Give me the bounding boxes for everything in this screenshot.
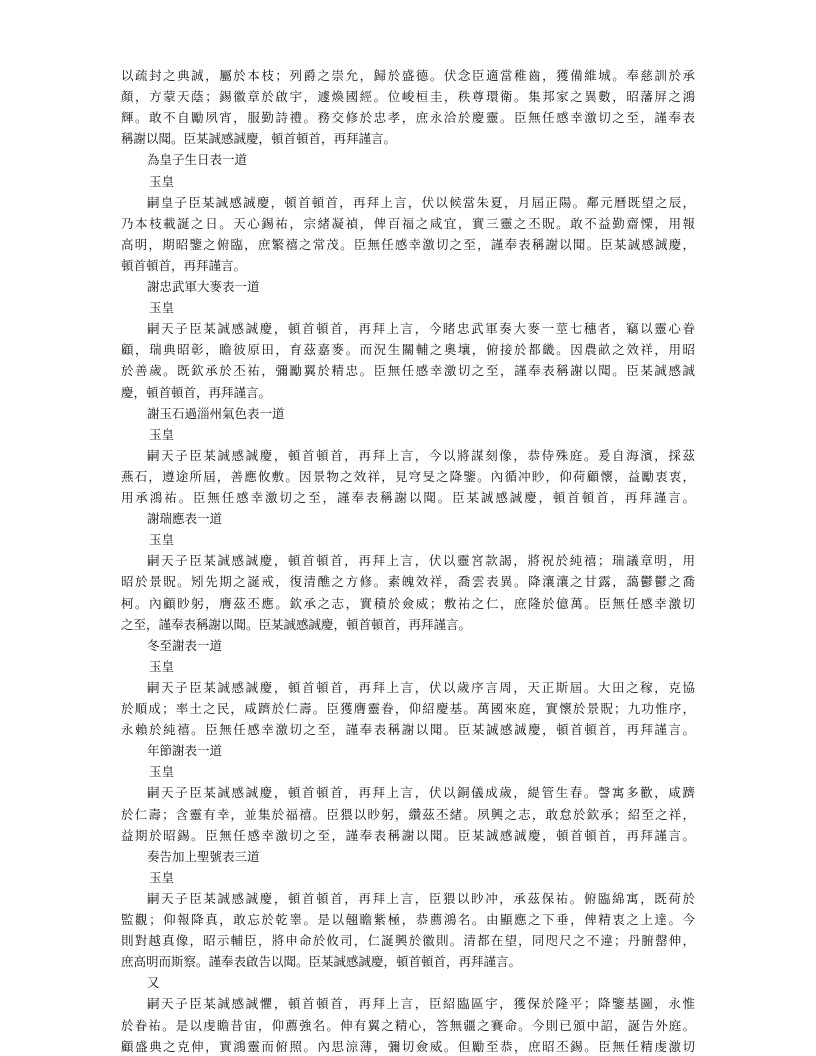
text-line: 益期於昭錫。臣無任感幸激切之至，謹奉表稱謝以聞。臣某誠感誠慶，頓首頓首，再拜謹言。: [121, 827, 695, 843]
text-line: 監觀；仰報降真，敢忘於乾睾。是以翹瞻紫極，恭薦鴻名。由顯應之下垂，俾精衷之上達。今: [121, 912, 695, 927]
section-heading: 為皇子生日表一道: [147, 152, 248, 168]
text-line: 嗣天子臣某誠感誠慶，頓首頓首，再拜上言，臣猥以眇冲，承茲保祐。俯臨綿寓，既荷於: [147, 890, 695, 906]
text-line: 柯。內顧眇躬，膺茲丕應。欽承之志，實積於僉威；敷祐之仁，庶隆於億萬。臣無任感幸激切: [121, 595, 695, 611]
text-line: 於善歲。既欽承於丕祐，彌勵翼於精忠。臣無任感幸激切之至，謹奉表稱謝以聞。臣某誠感誠: [121, 363, 695, 379]
section-heading: 又: [147, 975, 160, 991]
text-line: 顧，瑞典昭彰，瞻彼原田，育茲嘉麥。而況生關輔之奧壤，俯接於都畿。因農畝之效祥，用昭: [121, 342, 695, 358]
section-heading: 謝玉石過淄州氣色表一道: [147, 405, 285, 421]
section-heading: 年節謝表一道: [147, 743, 223, 759]
addressee-line: 玉皇: [149, 300, 175, 316]
text-line: 嗣天子臣某誠感誠慶，頓首頓首，再拜上言，伏以銅儀成歲，緹管生春。謦寓多歡，咸躋: [147, 785, 695, 801]
section-heading: 謝瑞應表一道: [147, 511, 223, 527]
text-line: 於眷祐。是以虔瞻昔宙，仰薦強名。伸有翼之精心，答無疆之賽命。今則已頒中詔，誕告外庭。: [121, 1017, 695, 1033]
text-line: 用承鴻祐。臣無任感幸激切之至，謹奉表稱謝以聞。臣某誠感誠慶，頓首頓首，再拜謹言。: [121, 490, 695, 505]
text-line: 輝。敢不自勵夙宵，服勤詩禮。務交修於忠孝，庶永洽於慶靈。臣無任感幸激切之至，謹奉表: [121, 110, 695, 126]
addressee-line: 玉皇: [149, 658, 175, 674]
text-line: 嗣天子臣某誠感誠懼，頓首頓首，再拜上言，臣紹臨區宇，獲保於隆平；降鑒基圖，永惟: [147, 996, 695, 1012]
text-line: 乃本枝載誕之日。天心錫祐，宗緒凝禎，俾百福之咸宜，實三靈之丕貺。敢不益勤齋慄，用報: [121, 215, 695, 231]
text-line: 顏，方蒙天蔭；錫徽章於啟宇，遽煥國經。位峻桓圭，秩尊環衛。集邦家之異數，昭藩屏之鴻: [121, 89, 695, 105]
text-line: 嗣皇子臣某誠感誠慶，頓首頓首，再拜上言，伏以候當朱夏，月屆正陽。鄰元曆既望之辰，: [147, 194, 695, 210]
text-line: 庶高明而斯察。謹奉表啟告以聞。臣某誠感誠慶，頓首頓首，再拜謹言。: [121, 954, 522, 970]
text-line: 燕石，遵途所屆，善應攸敷。因景物之效祥，見穹旻之降鑒。內循冲眇，仰荷顧懷，益勵衷衷，: [121, 468, 695, 484]
text-line: 顧盛典之克伸，實鴻靈而俯照。內思涼薄，彌切僉威。但勵至恭，庶昭丕錫。臣無任精虔激切: [121, 1038, 695, 1054]
addressee-line: 玉皇: [149, 426, 175, 442]
text-line: 則對越真像，昭示輔臣，將申命於攸司，仁誕興於徽則。清都在望，同咫尺之不違；丹腑罄伸，: [121, 933, 695, 949]
text-line: 嗣天子臣某誠感誠慶，頓首頓首，再拜上言，伏以歲序言周，天正斯屆。大田之稼，克協: [147, 679, 695, 695]
addressee-line: 玉皇: [149, 764, 175, 780]
text-line: 頓首頓首，再拜謹言。: [121, 257, 247, 273]
section-heading: 冬至謝表一道: [147, 637, 223, 653]
addressee-line: 玉皇: [149, 532, 175, 548]
text-line: 稱謝以聞。臣某誠感誠慶，頓首頓首，再拜謹言。: [121, 131, 397, 147]
text-line: 嗣天子臣某誠感誠慶，頓首頓首，再拜上言，今以將謀刻像，恭侍殊庭。爰自海濱，採茲: [147, 447, 695, 463]
text-line: 於仁壽；含靈有幸，並集於福禧。臣猥以眇躬，纘茲丕緒。夙興之志，敢怠於欽承；紹至之祥，: [121, 806, 695, 822]
text-line: 以疏封之典誠，屬於本枝；列爵之崇允，歸於盛德。伏念臣適當稚齒，獲備維城。奉慈訓於承: [121, 68, 695, 83]
text-line: 之至，謹奉表稱謝以聞。臣某誠感誠慶，頓首頓首，再拜謹言。: [121, 616, 472, 632]
addressee-line: 玉皇: [149, 173, 175, 189]
text-line: 嗣天子臣某誠感誠慶，頓首頓首，再拜上言，今睹忠武軍奏大麥一莖七穗者，竊以靈心眷: [147, 321, 695, 337]
text-line: 慶，頓首頓首，再拜謹言。: [121, 384, 272, 400]
text-line: 嗣天子臣某誠感誠慶，頓首頓首，再拜上言，伏以靈宮款謁，將祝於純禧；瑞議章明，用: [147, 553, 695, 569]
text-line: 於順成；率土之民，咸躋於仁壽。臣獲膺靈眷，仰紹慶基。萬國來庭，實懷於景貺；九功惟序，: [121, 701, 695, 716]
addressee-line: 玉皇: [149, 869, 175, 885]
text-line: 高明，期昭鑒之俯臨，庶繁禧之常茂。臣無任感幸激切之至，謹奉表稱謝以聞。臣某誠感誠慶，: [121, 236, 695, 252]
section-heading: 奏告加上聖號表三道: [147, 848, 260, 864]
text-line: 永賴於純禧。臣無任感幸激切之至，謹奉表稱謝以聞。臣某誠感誠慶，頓首頓首，再拜謹言。: [121, 722, 695, 738]
text-line: 昭於景貺。矧先期之誕戒，復清醮之方修。素魄效祥，喬雲表異。降瀼瀼之甘露，藹鬱鬱之喬: [121, 574, 695, 590]
section-heading: 謝忠武軍大麥表一道: [147, 279, 260, 294]
